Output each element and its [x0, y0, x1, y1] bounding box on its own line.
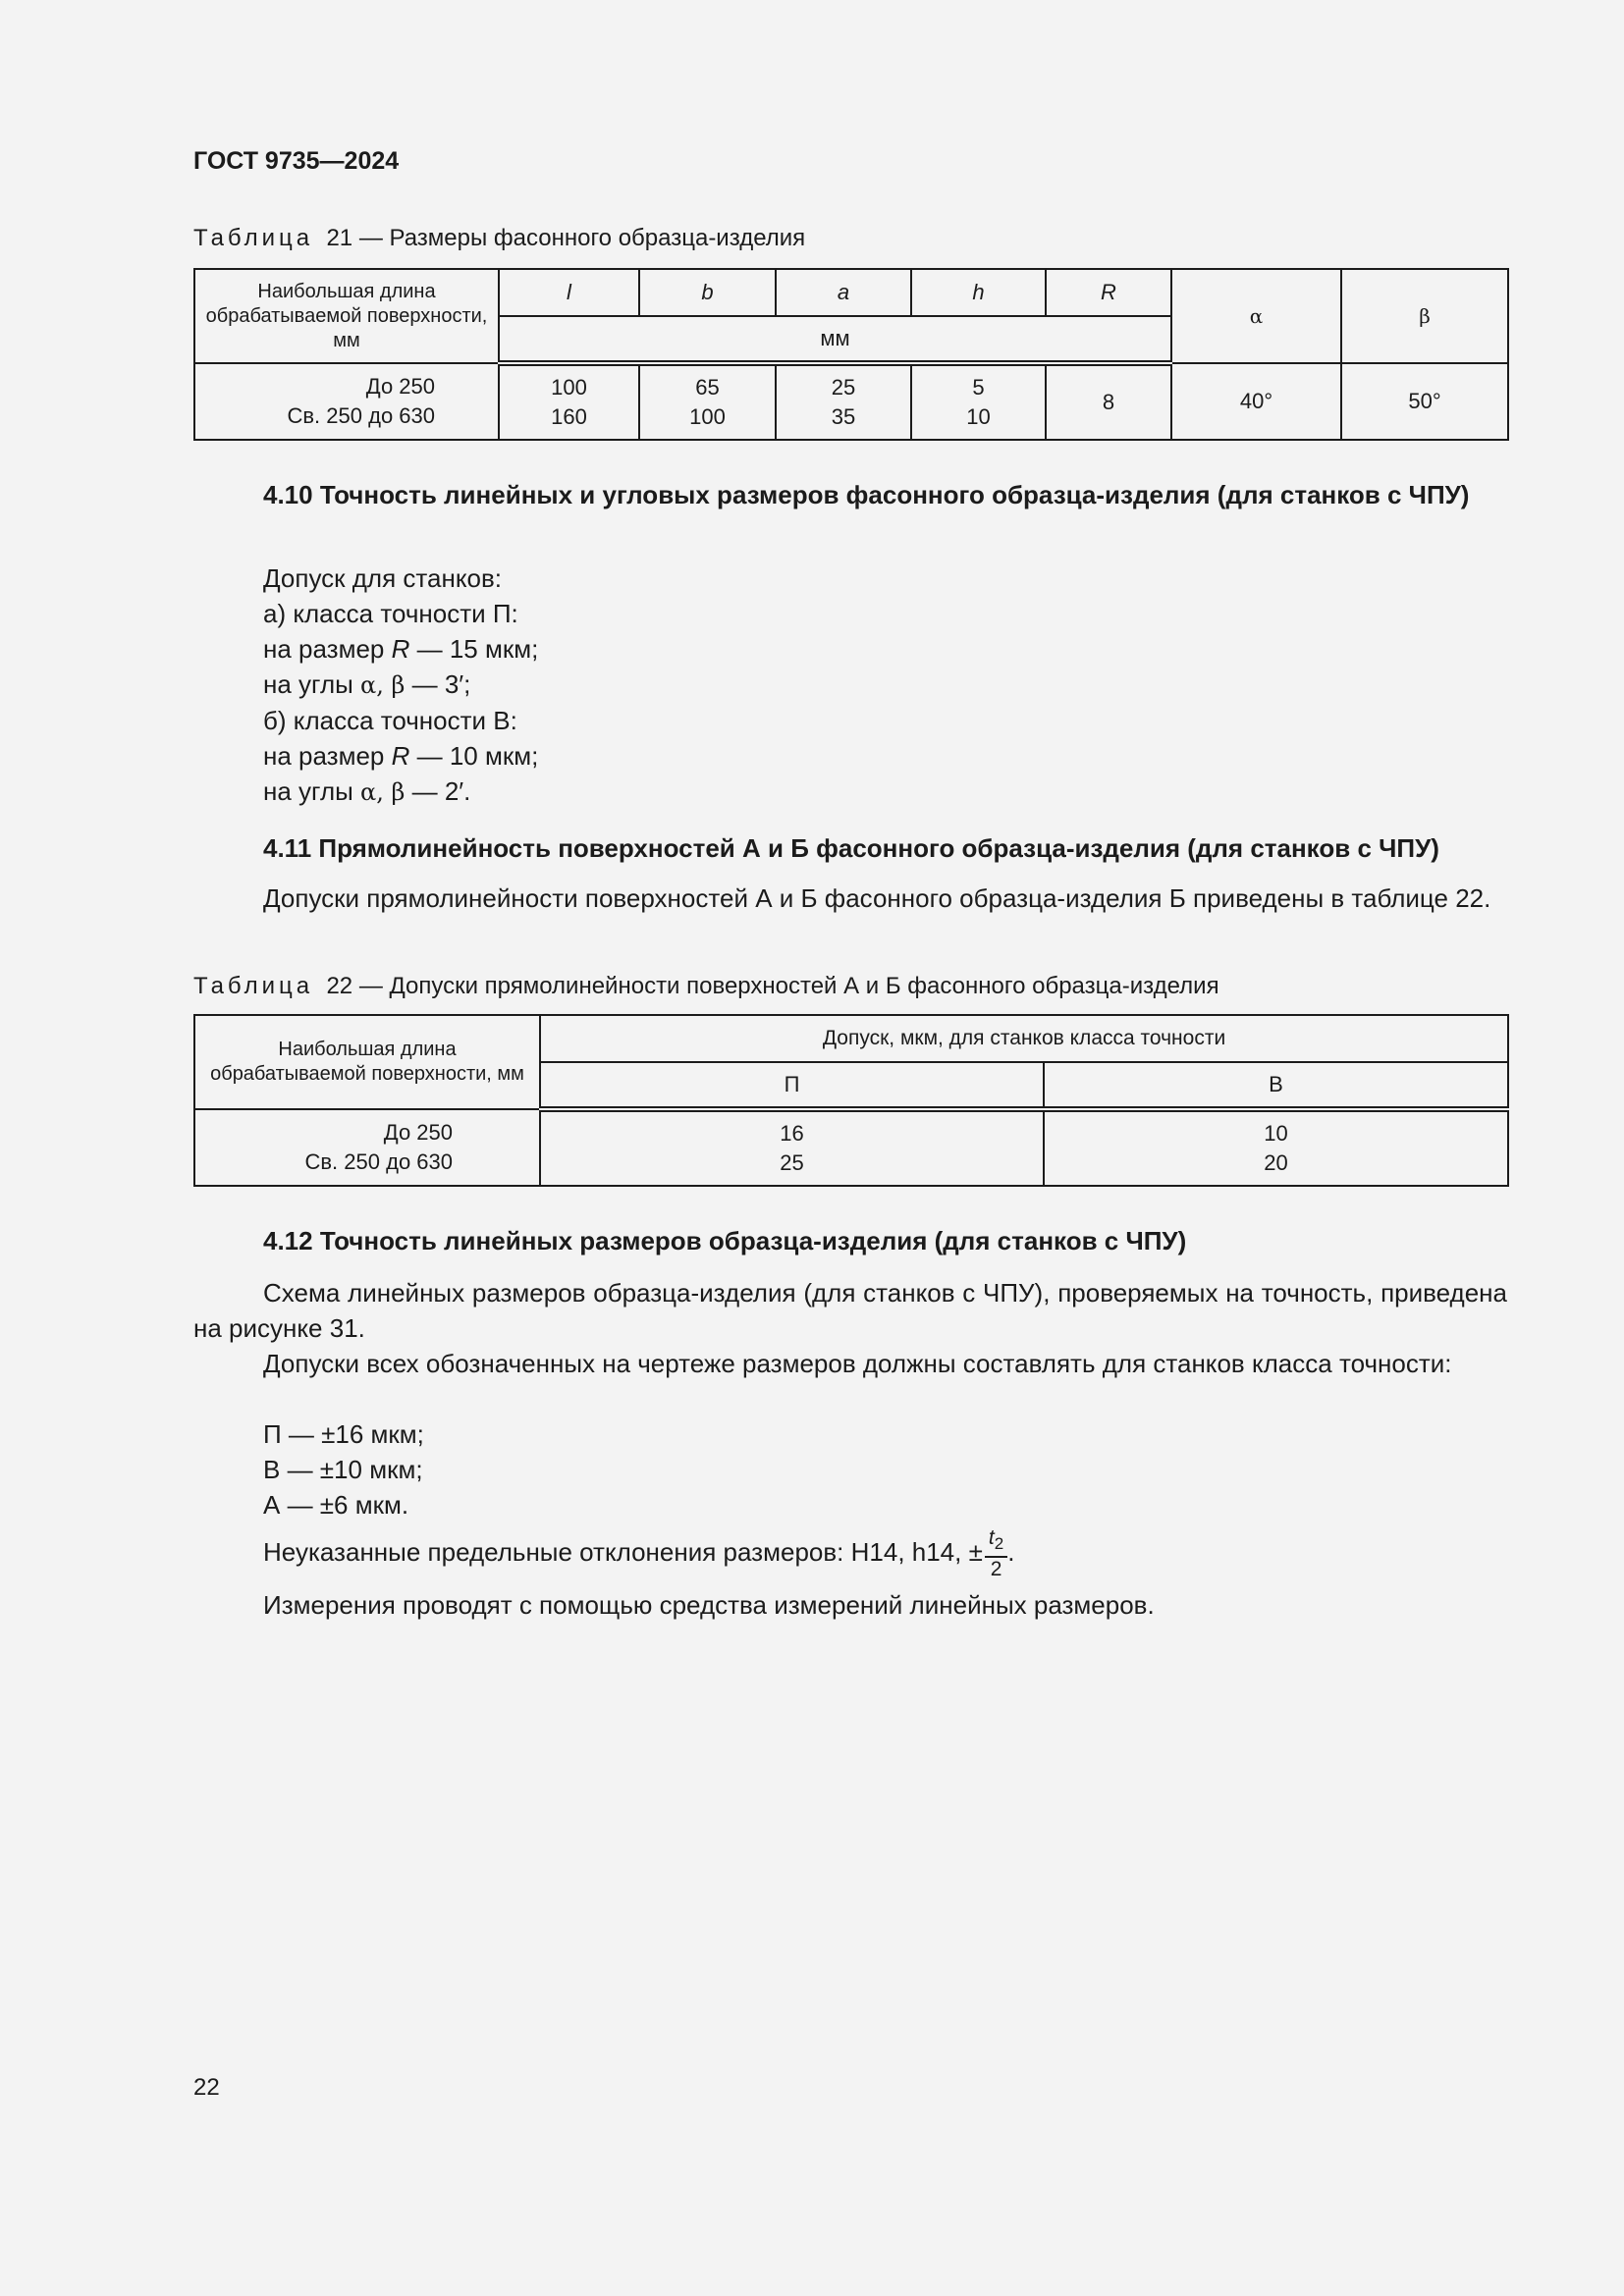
- table21-row-labels: [194, 363, 499, 440]
- table21-caption-prefix: Таблица: [193, 225, 314, 251]
- table22-cell-P: 16 25: [540, 1109, 1044, 1186]
- measurement-note: Измерения проводят с помощью средства измерений линейных размеров.: [263, 1590, 1155, 1620]
- tolerance-item: В — ±10 мкм;: [263, 1455, 423, 1484]
- table22-caption-prefix: Таблица: [193, 973, 314, 999]
- table22-row-label: Св. 250 до 630: [304, 1149, 453, 1174]
- unspecified-deviations: Неуказанные предельные отклонения размеров: H14, h14, ± $\frac{t_2}{2}$ .: [263, 1526, 1015, 1581]
- table21-cell-beta: 50°: [1341, 363, 1508, 440]
- page-number: 22: [193, 2074, 220, 2101]
- table21-cell-a: 25 35: [776, 363, 911, 440]
- tolerance-item: А — ±6 мкм.: [263, 1490, 409, 1520]
- table21-cell-b: 65 100: [639, 363, 776, 440]
- section-4-12-heading: 4.12 Точность линейных размеров образца-изделия (для станков с ЧПУ): [263, 1226, 1187, 1255]
- section-4-10-heading: 4.10 Точность линейных и угловых размеров фасонного образца-изделия (для станков с ЧПУ): [263, 480, 1470, 509]
- table22-row-labels: [194, 1109, 540, 1186]
- table21-head-length: Наибольшая длина обрабатываемой поверхности, мм: [194, 269, 499, 363]
- table22-row-label: До 250: [383, 1120, 453, 1145]
- table21-head-alpha: α: [1171, 269, 1341, 363]
- table21-cell-alpha: 40°: [1171, 363, 1341, 440]
- table21-head-b: b: [639, 269, 776, 316]
- text-line: Допуск для станков:: [263, 563, 502, 593]
- table22-head-class-V: В: [1044, 1062, 1508, 1109]
- document-header: ГОСТ 9735—2024: [193, 147, 400, 175]
- section-4-10-body: [263, 561, 538, 810]
- section-4-12-paragraph-2: Допуски всех обозначенных на чертеже размеров должны составлять для станков класса точности:: [263, 1349, 1452, 1378]
- text-line: а) класса точности П:: [263, 599, 518, 628]
- table21-cell-R: 8: [1046, 363, 1171, 440]
- text-line: на углы α, β — 2′.: [263, 776, 471, 806]
- table21-row-label: До 250: [365, 374, 435, 399]
- table21-head-l: l: [499, 269, 639, 316]
- table21-head-beta: β: [1341, 269, 1508, 363]
- table22-cell-V: 10 20: [1044, 1109, 1508, 1186]
- table22-head-class-P: П: [540, 1062, 1044, 1109]
- table21-row-label: Св. 250 до 630: [287, 403, 435, 428]
- table21-head-R: R: [1046, 269, 1171, 316]
- text-line: б) класса точности В:: [263, 706, 517, 735]
- text-line: на углы α, β — 3′;: [263, 669, 471, 699]
- section-4-12-paragraph-1: Схема линейных размеров образца-изделия (для станков с ЧПУ), проверяемых на точность, приведена на рисунке 31.: [193, 1278, 1507, 1343]
- section-4-11-heading: 4.11 Прямолинейность поверхностей А и Б фасонного образца-изделия (для станков с ЧПУ): [263, 833, 1439, 863]
- table21-cell-l: 100 160: [499, 363, 639, 440]
- text-line: на размер R — 10 мкм;: [263, 741, 539, 771]
- text-line: на размер R — 15 мкм;: [263, 634, 539, 664]
- table21-head-unit: мм: [499, 316, 1171, 363]
- table21-cell-h: 5 10: [911, 363, 1046, 440]
- table21-caption-text: 21 — Размеры фасонного образца-изделия: [326, 225, 806, 251]
- plus-minus: ±: [968, 1537, 983, 1567]
- table22-head-group: Допуск, мкм, для станков класса точности: [540, 1015, 1508, 1062]
- table22-head-length: Наибольшая длина обрабатываемой поверхности, мм: [194, 1015, 540, 1109]
- fraction-t2-over-2: $\frac{t_2}{2}$: [985, 1526, 1007, 1581]
- table22-caption: [193, 973, 1219, 1000]
- tolerance-list: [263, 1416, 424, 1522]
- table-21: [193, 268, 1509, 441]
- table21-head-a: a: [776, 269, 911, 316]
- table21-caption: [193, 225, 805, 252]
- table21-head-h: h: [911, 269, 1046, 316]
- table22-caption-text: 22 — Допуски прямолинейности поверхностей А и Б фасонного образца-изделия: [326, 973, 1219, 999]
- tolerance-item: П — ±16 мкм;: [263, 1419, 424, 1449]
- section-4-11-paragraph: Допуски прямолинейности поверхностей А и Б фасонного образца-изделия Б приведены в таблице 22.: [263, 883, 1491, 913]
- unspecified-text: Неуказанные предельные отклонения размеров: H14, h14,: [263, 1537, 962, 1567]
- table-22: [193, 1014, 1509, 1187]
